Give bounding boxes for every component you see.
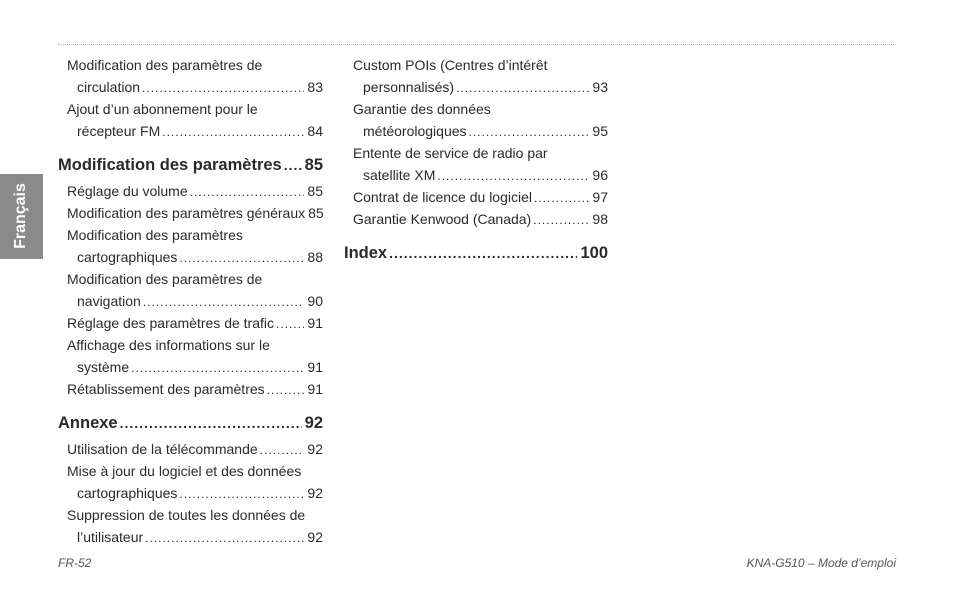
toc-entry[interactable] [344,186,608,208]
dot-leader [143,291,305,313]
toc-entry-title: Modification des paramètres généraux [67,205,306,221]
dot-leader [533,209,589,231]
toc-entry[interactable] [344,120,608,142]
toc-entry[interactable] [344,208,608,230]
dot-leader [469,121,590,143]
toc-entry-line: Custom POIs (Centres d’intérêt [353,57,548,73]
toc-page-number: 91 [307,381,323,397]
toc-entry-line: Modification des paramètres de [67,271,263,287]
dot-leader [190,181,305,203]
toc-entry-title: météorologiques [363,123,467,139]
dot-leader [179,483,304,505]
toc-entry[interactable] [58,356,323,378]
toc-page-number: 92 [307,529,323,545]
dot-leader [162,121,304,143]
toc-entry[interactable] [58,438,323,460]
toc-entry[interactable] [58,246,323,268]
toc-entry-line: Affichage des informations sur le [67,337,270,353]
dot-leader [267,379,305,401]
toc-page-number: 84 [307,123,323,139]
toc-entry-title: navigation [77,293,141,309]
toc-entry-title: Contrat de licence du logiciel [353,189,532,205]
dot-leader [276,313,304,335]
toc-page-number: 83 [307,79,323,95]
page-number-footer: FR-52 [58,556,92,570]
toc-page-number: 91 [307,359,323,375]
toc-entry-line: Entente de service de radio par [353,145,548,161]
toc-entry[interactable] [58,312,323,334]
toc-entry-title: circulation [77,79,141,95]
toc-entry[interactable] [58,120,323,142]
toc-entry-title: satellite XM [363,167,436,183]
toc-entry[interactable] [344,76,608,98]
dot-leader [437,165,589,187]
toc-entry-title: Réglage des paramètres de trafic [67,315,274,331]
dot-leader [284,150,302,180]
toc-entry-title: l’utilisateur [77,529,144,545]
toc-page-number: 100 [580,244,608,262]
toc-entry-line: Ajout d’un abonnement pour le [67,101,258,117]
toc-column-left [58,54,323,548]
toc-entry[interactable] [58,76,323,98]
toc-page-number: 91 [307,315,323,331]
language-side-tab-label: Français [12,183,29,249]
toc-entry[interactable] [58,378,323,400]
dot-leader [145,527,304,549]
toc-entry[interactable] [58,202,323,224]
toc-entry-title: système [77,359,130,375]
toc-page-number: 93 [592,79,608,95]
toc-page-number: 85 [307,183,323,199]
dot-leader [456,77,589,99]
toc-column-right [344,54,608,268]
toc-section-heading[interactable] [344,238,608,268]
toc-section-title: Annexe [58,414,118,432]
toc-entry-title: Rétablissement des paramètres [67,381,265,397]
toc-section-title: Modification des paramètres [58,156,282,174]
manual-title-footer: KNA-G510 – Mode d’emploi [746,556,896,570]
toc-page-number: 97 [592,189,608,205]
toc-page-number: 90 [307,293,323,309]
toc-page-number: 96 [592,167,608,183]
toc-entry[interactable] [344,164,608,186]
language-side-tab [0,174,43,259]
toc-entry-title: cartographiques [77,249,178,265]
toc-entry-title: cartographiques [77,485,178,501]
toc-entry-line: Mise à jour du logiciel et des données [67,463,302,479]
toc-entry[interactable] [58,482,323,504]
dot-leader [260,439,305,461]
toc-entry-title: récepteur FM [77,123,161,139]
toc-entry-line: Modification des paramètres de [67,57,263,73]
toc-entry-line: Modification des paramètres [67,227,243,243]
toc-entry[interactable] [58,180,323,202]
toc-entry-title: personnalisés) [363,79,455,95]
toc-entry-line: Suppression de toutes les données de [67,507,306,523]
toc-entry[interactable] [58,290,323,312]
dot-leader [389,238,577,268]
toc-section-heading[interactable] [58,408,323,438]
toc-entry-title: Garantie Kenwood (Canada) [353,211,532,227]
toc-page-number: 92 [307,441,323,457]
dot-leader [142,77,304,99]
dot-leader [131,357,304,379]
toc-section-heading[interactable] [58,150,323,180]
toc-entry-title: Utilisation de la télécommande [67,441,258,457]
toc-page-number: 85 [308,205,324,221]
top-dotted-rule [58,44,896,45]
toc-entry[interactable] [58,526,323,548]
toc-page-number: 88 [307,249,323,265]
toc-page-number: 85 [304,156,323,174]
dot-leader [179,247,304,269]
toc-page-number: 95 [592,123,608,139]
toc-page-number: 92 [304,414,323,432]
toc-page-number: 92 [307,485,323,501]
dot-leader [120,408,302,438]
toc-page-number: 98 [592,211,608,227]
toc-entry-title: Réglage du volume [67,183,188,199]
toc-entry-line: Garantie des données [353,101,491,117]
toc-section-title: Index [344,244,388,262]
dot-leader [534,187,589,209]
